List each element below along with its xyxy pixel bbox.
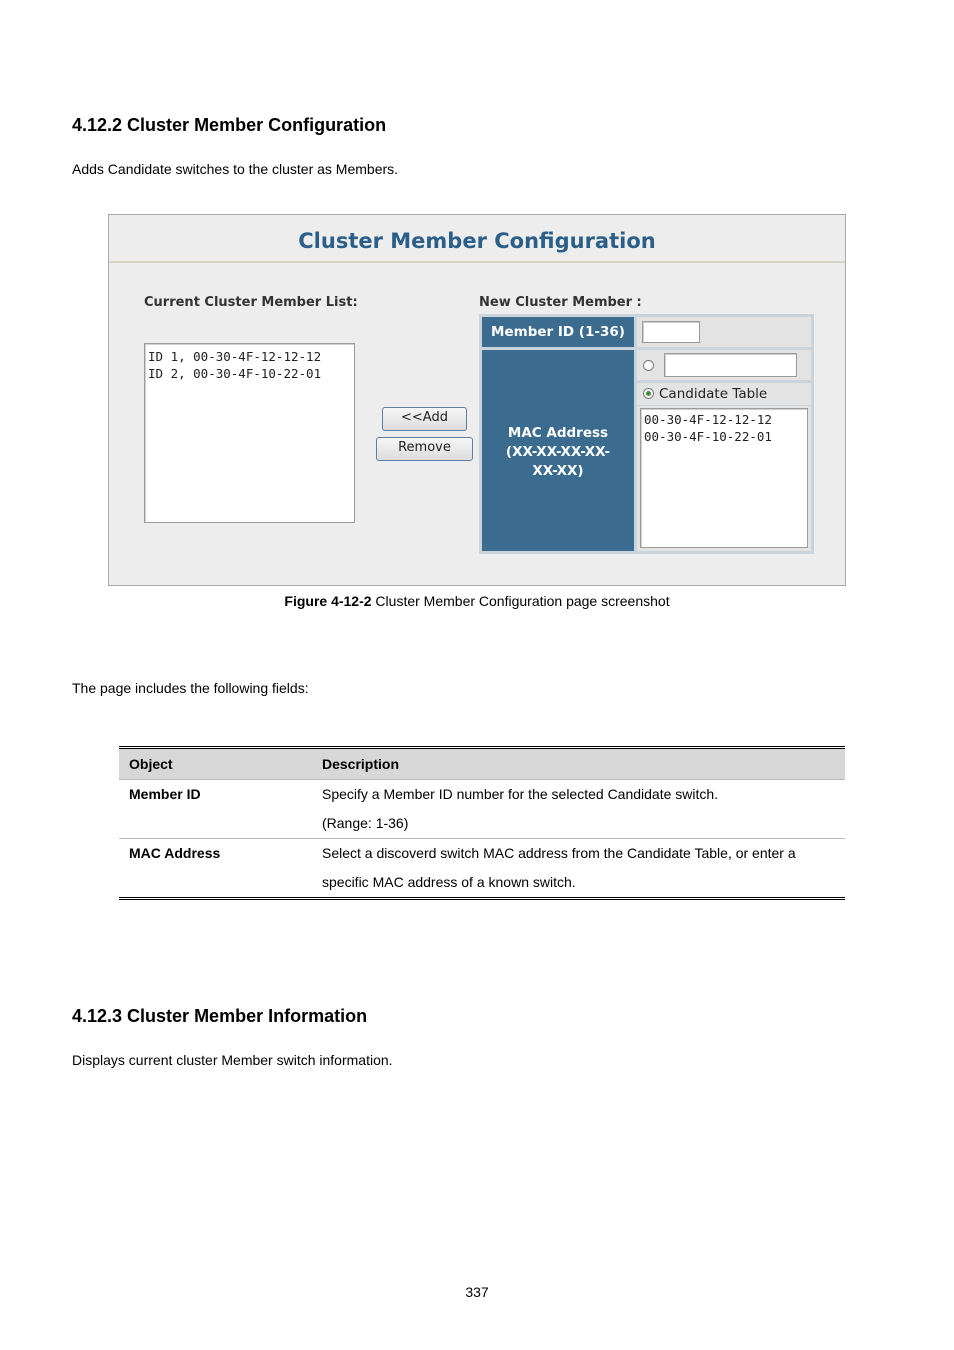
figure-caption-text: Cluster Member Configuration page screenshot	[371, 593, 670, 609]
description-line: specific MAC address of a known switch.	[322, 874, 576, 890]
page-number: 337	[465, 1284, 489, 1300]
member-id-label: Member ID (1-36)	[482, 317, 634, 347]
figure-caption-label: Figure 4-12-2	[284, 593, 372, 609]
figure-caption	[0, 593, 954, 609]
add-button[interactable]: <<Add	[382, 407, 467, 431]
description-cell	[312, 839, 845, 899]
object-cell: Member ID	[119, 780, 312, 839]
table-row	[119, 839, 845, 899]
candidate-table-radio[interactable]	[643, 388, 654, 399]
candidate-listbox[interactable]	[640, 408, 808, 548]
fields-intro: The page includes the following fields:	[72, 680, 309, 696]
current-member-listbox[interactable]	[144, 343, 355, 523]
section-intro: Displays current cluster Member switch information.	[72, 1052, 393, 1068]
object-cell: MAC Address	[119, 839, 312, 899]
remove-button[interactable]: Remove	[376, 437, 473, 461]
section-heading-cluster-member-configuration: 4.12.2 Cluster Member Configuration	[72, 115, 387, 135]
list-item[interactable]: ID 1, 00-30-4F-12-12-12	[148, 349, 322, 364]
screenshot-title: Cluster Member Configuration	[109, 215, 845, 263]
mac-address-input[interactable]	[664, 353, 797, 377]
mac-label-line: MAC Address	[507, 425, 609, 441]
mac-address-label	[482, 350, 634, 551]
table-row	[119, 780, 845, 839]
column-header-description: Description	[312, 748, 845, 780]
table-header-row	[119, 748, 845, 780]
new-member-form	[479, 314, 814, 554]
candidate-table-label: Candidate Table	[659, 386, 768, 402]
candidate-list-cell	[637, 406, 811, 551]
candidate-radio-cell	[637, 383, 811, 405]
description-line: Specify a Member ID number for the selected Candidate switch.	[322, 786, 719, 802]
list-item[interactable]: 00-30-4F-12-12-12	[644, 412, 772, 427]
section-heading-cluster-member-information: 4.12.3 Cluster Member Information	[72, 1006, 368, 1026]
section-intro: Adds Candidate switches to the cluster as Members.	[72, 161, 399, 177]
mac-manual-cell	[637, 350, 811, 380]
description-line: Select a discoverd switch MAC address from the Candidate Table, or enter a	[322, 845, 796, 861]
list-item[interactable]: 00-30-4F-10-22-01	[644, 429, 772, 444]
screenshot-panel	[108, 214, 846, 586]
new-member-label: New Cluster Member :	[479, 295, 642, 310]
current-member-list-label: Current Cluster Member List:	[144, 295, 358, 310]
column-header-object: Object	[119, 748, 312, 780]
member-id-input[interactable]	[642, 321, 700, 343]
fields-table	[119, 746, 845, 900]
member-id-cell	[637, 317, 811, 347]
mac-manual-radio[interactable]	[643, 360, 654, 371]
description-line: (Range: 1-36)	[322, 815, 409, 831]
list-item[interactable]: ID 2, 00-30-4F-10-22-01	[148, 366, 322, 381]
mac-label-line: XX-XX)	[532, 463, 584, 479]
description-cell	[312, 780, 845, 839]
mac-label-line: (XX-XX-XX-XX-	[505, 444, 611, 460]
